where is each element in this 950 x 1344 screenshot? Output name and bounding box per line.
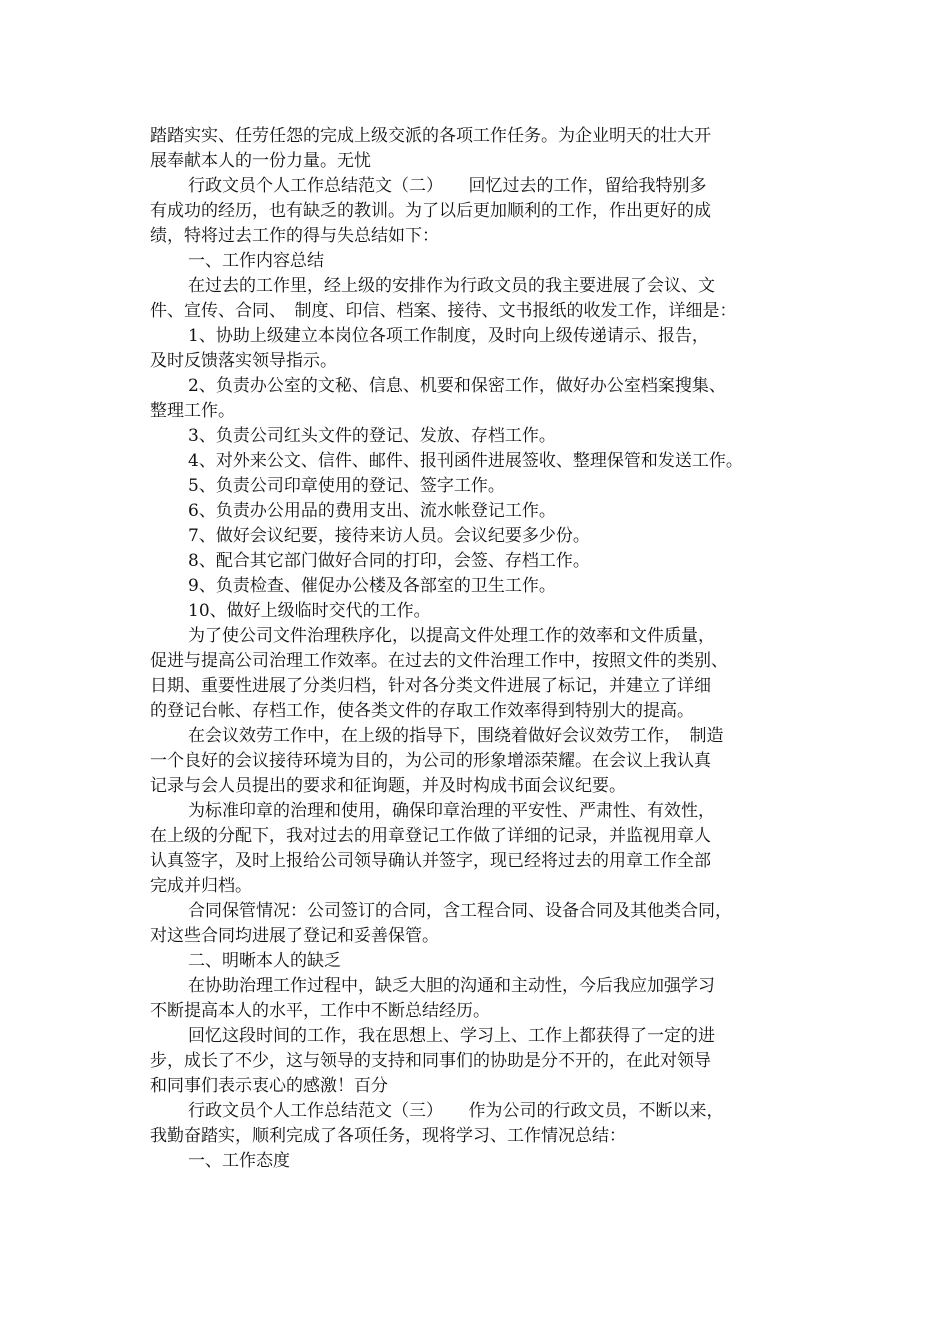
text-line: 3、负责公司红头文件的登记、发放、存档工作。 bbox=[188, 426, 556, 446]
text-line: 在会议效劳工作中，在上级的指导下，围绕着做好会议效劳工作， 制造 bbox=[188, 726, 724, 746]
document-body bbox=[150, 124, 800, 1174]
text-line: 有成功的经历，也有缺乏的教训。为了以后更加顺利的工作，作出更好的成 bbox=[150, 201, 711, 221]
text-line: 在上级的分配下，我对过去的用章登记工作做了详细的记录，并监视用章人 bbox=[150, 826, 711, 846]
text-line: 日期、重要性进展了分类归档，针对各分类文件进展了标记，并建立了详细 bbox=[150, 676, 711, 696]
text-line: 行政文员个人工作总结范文（三） 作为公司的行政文员，不断以来， bbox=[188, 1101, 724, 1121]
text-line: 7、做好会议纪要，接待来访人员。会议纪要多少份。 bbox=[188, 526, 590, 546]
text-line: 一、工作内容总结 bbox=[188, 251, 324, 271]
text-line: 一个良好的会议接待环境为目的，为公司的形象增添荣耀。在会议上我认真 bbox=[150, 751, 711, 771]
text-line: 及时反馈落实领导指示。 bbox=[150, 351, 337, 371]
text-line: 8、配合其它部门做好合同的打印，会签、存档工作。 bbox=[188, 551, 590, 571]
text-line: 行政文员个人工作总结范文（二） 回忆过去的工作，留给我特别多 bbox=[188, 176, 707, 196]
text-line: 一、工作态度 bbox=[188, 1151, 290, 1171]
text-line: 为标准印章的治理和使用，确保印章治理的平安性、严肃性、有效性， bbox=[188, 801, 715, 821]
text-line: 回忆这段时间的工作，我在思想上、学习上、工作上都获得了一定的进 bbox=[188, 1026, 715, 1046]
text-line: 记录与会人员提出的要求和征询题，并及时构成书面会议纪要。 bbox=[150, 776, 626, 796]
text-line: 2、负责办公室的文秘、信息、机要和保密工作，做好办公室档案搜集、 bbox=[188, 376, 726, 396]
text-line: 二、明晰本人的缺乏 bbox=[188, 951, 341, 971]
text-line: 促进与提高公司治理工作效率。在过去的文件治理工作中，按照文件的类别、 bbox=[150, 651, 728, 671]
text-line: 整理工作。 bbox=[150, 401, 235, 421]
text-line: 踏踏实实、任劳任怨的完成上级交派的各项工作任务。为企业明天的壮大开 bbox=[150, 126, 711, 146]
text-line: 在协助治理工作过程中，缺乏大胆的沟通和主动性，今后我应加强学习 bbox=[188, 976, 715, 996]
text-line: 1、协助上级建立本岗位各项工作制度，及时向上级传递请示、报告， bbox=[188, 326, 709, 346]
text-line: 9、负责检查、催促办公楼及各部室的卫生工作。 bbox=[188, 576, 556, 596]
text-line: 认真签字，及时上报给公司领导确认并签字，现已经将过去的用章工作全部 bbox=[150, 851, 711, 871]
text-line: 我勤奋踏实，顺利完成了各项任务，现将学习、工作情况总结： bbox=[150, 1126, 626, 1146]
text-line: 展奉献本人的一份力量。无忧 bbox=[150, 151, 371, 171]
text-line: 为了使公司文件治理秩序化，以提高文件处理工作的效率和文件质量， bbox=[188, 626, 715, 646]
text-line: 件、宣传、合同、 制度、印信、档案、接待、文书报纸的收发工作，详细是： bbox=[150, 301, 737, 321]
text-line: 10、做好上级临时交代的工作。 bbox=[188, 601, 431, 621]
text-line: 不断提高本人的水平，工作中不断总结经历。 bbox=[150, 1001, 490, 1021]
text-line: 5、负责公司印章使用的登记、签字工作。 bbox=[188, 476, 505, 496]
text-line: 完成并归档。 bbox=[150, 876, 252, 896]
text-line: 6、负责办公用品的费用支出、流水帐登记工作。 bbox=[188, 501, 556, 521]
text-line: 在过去的工作里，经上级的安排作为行政文员的我主要进展了会议、文 bbox=[188, 276, 715, 296]
text-line: 绩，特将过去工作的得与失总结如下： bbox=[150, 226, 439, 246]
text-line: 对这些合同均进展了登记和妥善保管。 bbox=[150, 926, 439, 946]
text-line: 的登记台帐、存档工作，使各类文件的存取工作效率得到特别大的提高。 bbox=[150, 701, 694, 721]
text-line: 和同事们表示衷心的感激！百分 bbox=[150, 1076, 388, 1096]
text-line: 步，成长了不少，这与领导的支持和同事们的协助是分不开的，在此对领导 bbox=[150, 1051, 711, 1071]
text-line: 4、对外来公文、信件、邮件、报刊函件进展签收、整理保管和发送工作。 bbox=[188, 451, 743, 471]
text-line: 合同保管情况：公司签订的合同，含工程合同、设备合同及其他类合同， bbox=[188, 901, 732, 921]
